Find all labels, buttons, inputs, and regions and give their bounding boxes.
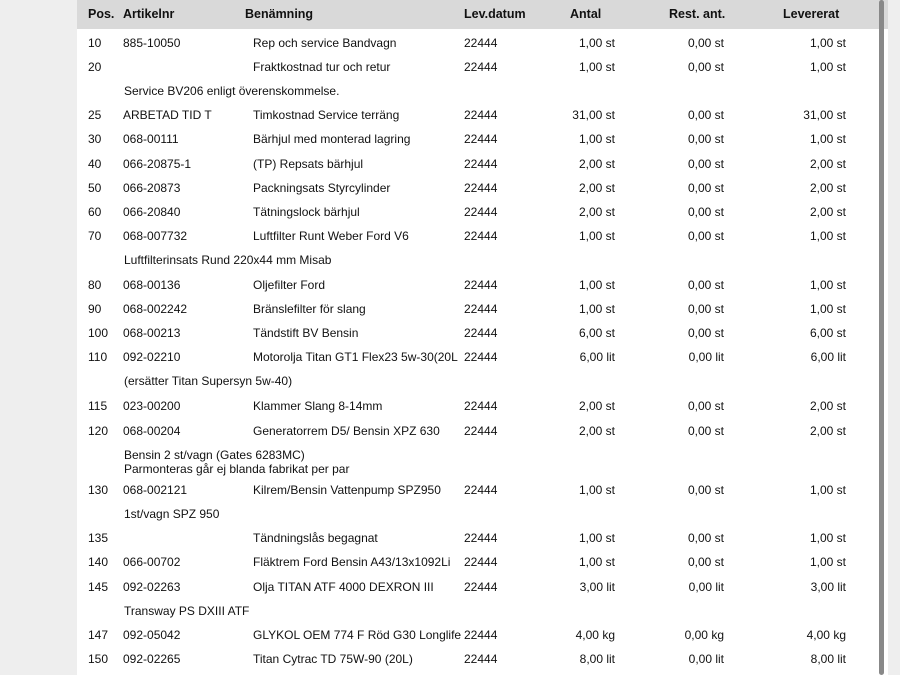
cell-levdatum: 22444 [464, 555, 498, 569]
table-row [77, 108, 888, 124]
cell-levdatum: 22444 [464, 278, 498, 292]
cell-rest: 0,00 st [687, 36, 724, 50]
cell-benamning: Rep och service Bandvagn [253, 36, 397, 50]
cell-pos: 147 [88, 628, 109, 642]
cell-pos: 90 [88, 302, 102, 316]
cell-benamning: Bränslefilter för slang [253, 302, 366, 316]
cell-rest: 0,00 st [687, 424, 724, 438]
cell-levdatum: 22444 [464, 132, 498, 146]
cell-levdatum: 22444 [464, 181, 498, 195]
cell-antal: 6,00 st [578, 326, 615, 340]
col-header-levdatum: Lev.datum [464, 7, 526, 21]
cell-benamning: GLYKOL OEM 774 F Röd G30 Longlife [253, 628, 462, 642]
cell-artikelnr: 066-20875-1 [123, 157, 192, 171]
cell-benamning: Oljefilter Ford [253, 278, 326, 292]
table-row [77, 302, 888, 318]
cell-antal: 2,00 st [578, 157, 615, 171]
cell-artikelnr: ARBETAD TID T [123, 108, 212, 122]
cell-benamning: Timkostnad Service terräng [253, 108, 400, 122]
cell-rest: 0,00 st [687, 157, 724, 171]
cell-artikelnr: 068-00204 [123, 424, 181, 438]
line-note: 1st/vagn SPZ 950 [124, 507, 220, 521]
cell-antal: 1,00 st [578, 531, 615, 545]
cell-antal: 1,00 st [578, 36, 615, 50]
cell-artikelnr: 068-00136 [123, 278, 181, 292]
cell-levdatum: 22444 [464, 399, 498, 413]
col-header-rest: Rest. ant. [669, 7, 726, 21]
cell-rest: 0,00 st [687, 60, 724, 74]
cell-artikelnr: 068-00213 [123, 326, 181, 340]
table-row [77, 531, 888, 547]
cell-pos: 30 [88, 132, 102, 146]
cell-levdatum: 22444 [464, 157, 498, 171]
order-lines [77, 0, 888, 675]
table-row [77, 36, 888, 52]
cell-antal: 1,00 st [578, 229, 615, 243]
table-row [77, 278, 888, 294]
cell-antal: 8,00 lit [579, 652, 615, 666]
cell-artikelnr: 068-002242 [123, 302, 188, 316]
col-header-levererat: Levererat [783, 7, 840, 21]
table-row [77, 424, 888, 440]
cell-artikelnr: 092-05042 [123, 628, 181, 642]
cell-antal: 1,00 st [578, 483, 615, 497]
cell-pos: 80 [88, 278, 102, 292]
cell-levererat: 1,00 st [809, 483, 846, 497]
cell-pos: 145 [88, 580, 109, 594]
cell-levererat: 4,00 kg [806, 628, 846, 642]
cell-antal: 2,00 st [578, 424, 615, 438]
cell-benamning: Kilrem/Bensin Vattenpump SPZ950 [253, 483, 441, 497]
line-note: Bensin 2 st/vagn (Gates 6283MC) [124, 448, 305, 462]
cell-levdatum: 22444 [464, 424, 498, 438]
cell-pos: 130 [88, 483, 109, 497]
table-row [77, 157, 888, 173]
cell-levererat: 1,00 st [809, 36, 846, 50]
cell-rest: 0,00 lit [688, 580, 724, 594]
cell-levererat: 1,00 st [809, 60, 846, 74]
cell-artikelnr: 092-02265 [123, 652, 181, 666]
cell-rest: 0,00 st [687, 278, 724, 292]
cell-levererat: 2,00 st [809, 181, 846, 195]
cell-levdatum: 22444 [464, 350, 498, 364]
cell-rest: 0,00 st [687, 555, 724, 569]
line-note: Luftfilterinsats Rund 220x44 mm Misab [124, 253, 332, 267]
cell-levdatum: 22444 [464, 302, 498, 316]
cell-levererat: 2,00 st [809, 399, 846, 413]
table-row [77, 60, 888, 76]
cell-levererat: 1,00 st [809, 229, 846, 243]
cell-levererat: 2,00 st [809, 424, 846, 438]
cell-levererat: 1,00 st [809, 555, 846, 569]
table-row [77, 132, 888, 148]
cell-artikelnr: 885-10050 [123, 36, 181, 50]
cell-levererat: 1,00 st [809, 132, 846, 146]
cell-artikelnr: 066-00702 [123, 555, 181, 569]
cell-rest: 0,00 lit [688, 652, 724, 666]
cell-pos: 40 [88, 157, 102, 171]
cell-antal: 1,00 st [578, 555, 615, 569]
cell-levererat: 2,00 st [809, 205, 846, 219]
line-note: (ersätter Titan Supersyn 5w-40) [124, 374, 293, 388]
cell-rest: 0,00 st [687, 229, 724, 243]
table-row [77, 628, 888, 644]
cell-rest: 0,00 st [687, 181, 724, 195]
cell-benamning: Motorolja Titan GT1 Flex23 5w-30(20L [253, 350, 458, 364]
col-header-benamning: Benämning [245, 7, 314, 21]
cell-levererat: 3,00 lit [810, 580, 846, 594]
cell-antal: 4,00 kg [575, 628, 615, 642]
col-header-pos: Pos. [88, 7, 115, 21]
cell-levdatum: 22444 [464, 628, 498, 642]
document-page [77, 0, 888, 675]
table-row [77, 229, 888, 245]
cell-levererat: 1,00 st [809, 302, 846, 316]
cell-artikelnr: 092-02263 [123, 580, 181, 594]
cell-benamning: Titan Cytrac TD 75W-90 (20L) [253, 652, 413, 666]
cell-benamning: Packningsats Styrcylinder [253, 181, 391, 195]
cell-benamning: Luftfilter Runt Weber Ford V6 [253, 229, 409, 243]
cell-antal: 3,00 lit [579, 580, 615, 594]
line-note: Parmonteras går ej blanda fabrikat per par [124, 462, 350, 476]
cell-rest: 0,00 kg [684, 628, 724, 642]
cell-benamning: Fraktkostnad tur och retur [253, 60, 391, 74]
cell-antal: 1,00 st [578, 132, 615, 146]
cell-levererat: 1,00 st [809, 278, 846, 292]
scrollbar[interactable] [879, 0, 884, 675]
cell-pos: 70 [88, 229, 102, 243]
cell-artikelnr: 023-00200 [123, 399, 181, 413]
cell-benamning: Tätningslock bärhjul [253, 205, 360, 219]
cell-levdatum: 22444 [464, 36, 498, 50]
col-header-artikelnr: Artikelnr [123, 7, 175, 21]
cell-benamning: Tändstift BV Bensin [253, 326, 359, 340]
cell-rest: 0,00 st [687, 302, 724, 316]
cell-pos: 100 [88, 326, 109, 340]
cell-rest: 0,00 st [687, 531, 724, 545]
cell-antal: 1,00 st [578, 60, 615, 74]
cell-levererat: 31,00 st [803, 108, 846, 122]
table-row [77, 399, 888, 415]
cell-levdatum: 22444 [464, 652, 498, 666]
cell-rest: 0,00 st [687, 205, 724, 219]
cell-levdatum: 22444 [464, 326, 498, 340]
cell-antal: 1,00 st [578, 302, 615, 316]
cell-pos: 135 [88, 531, 109, 545]
cell-pos: 20 [88, 60, 102, 74]
cell-artikelnr: 092-02210 [123, 350, 181, 364]
cell-artikelnr: 068-00111 [123, 132, 179, 146]
cell-levdatum: 22444 [464, 580, 498, 594]
table-row [77, 483, 888, 499]
col-header-antal: Antal [570, 7, 602, 21]
cell-levdatum: 22444 [464, 229, 498, 243]
cell-levererat: 6,00 lit [810, 350, 846, 364]
cell-antal: 6,00 lit [579, 350, 615, 364]
cell-antal: 2,00 st [578, 205, 615, 219]
cell-pos: 115 [88, 399, 108, 413]
cell-artikelnr: 066-20840 [123, 205, 181, 219]
cell-benamning: Klammer Slang 8-14mm [253, 399, 383, 413]
cell-artikelnr: 066-20873 [123, 181, 181, 195]
table-row [77, 181, 888, 197]
cell-benamning: Generatorrem D5/ Bensin XPZ 630 [253, 424, 440, 438]
cell-pos: 110 [88, 350, 108, 364]
cell-levererat: 2,00 st [809, 157, 846, 171]
cell-rest: 0,00 lit [688, 350, 724, 364]
table-row [77, 652, 888, 668]
cell-benamning: Olja TITAN ATF 4000 DEXRON III [253, 580, 434, 594]
line-note: Service BV206 enligt överenskommelse. [124, 84, 340, 98]
cell-benamning: Fläktrem Ford Bensin A43/13x1092Li [253, 555, 451, 569]
cell-pos: 60 [88, 205, 102, 219]
cell-artikelnr: 068-007732 [123, 229, 188, 243]
cell-pos: 25 [88, 108, 102, 122]
cell-pos: 120 [88, 424, 109, 438]
cell-levdatum: 22444 [464, 205, 498, 219]
cell-levdatum: 22444 [464, 108, 498, 122]
cell-levdatum: 22444 [464, 483, 498, 497]
table-row [77, 205, 888, 221]
cell-pos: 140 [88, 555, 109, 569]
cell-rest: 0,00 st [687, 483, 724, 497]
cell-pos: 150 [88, 652, 109, 666]
cell-levererat: 6,00 st [809, 326, 846, 340]
cell-pos: 50 [88, 181, 102, 195]
cell-artikelnr: 068-002121 [123, 483, 188, 497]
cell-benamning: Tändningslås begagnat [253, 531, 378, 545]
line-note: Transway PS DXIII ATF [124, 604, 250, 618]
cell-antal: 1,00 st [578, 278, 615, 292]
cell-rest: 0,00 st [687, 326, 724, 340]
table-row [77, 350, 888, 366]
cell-rest: 0,00 st [687, 132, 724, 146]
table-row [77, 326, 888, 342]
cell-levdatum: 22444 [464, 60, 498, 74]
cell-rest: 0,00 st [687, 399, 724, 413]
cell-benamning: Bärhjul med monterad lagring [253, 132, 411, 146]
cell-rest: 0,00 st [687, 108, 724, 122]
cell-antal: 31,00 st [572, 108, 615, 122]
cell-levererat: 1,00 st [809, 531, 846, 545]
cell-antal: 2,00 st [578, 181, 615, 195]
cell-levdatum: 22444 [464, 531, 498, 545]
cell-benamning: (TP) Repsats bärhjul [253, 157, 364, 171]
table-row [77, 555, 888, 571]
cell-pos: 10 [88, 36, 102, 50]
cell-antal: 2,00 st [578, 399, 615, 413]
table-row [77, 580, 888, 596]
cell-levererat: 8,00 lit [810, 652, 846, 666]
